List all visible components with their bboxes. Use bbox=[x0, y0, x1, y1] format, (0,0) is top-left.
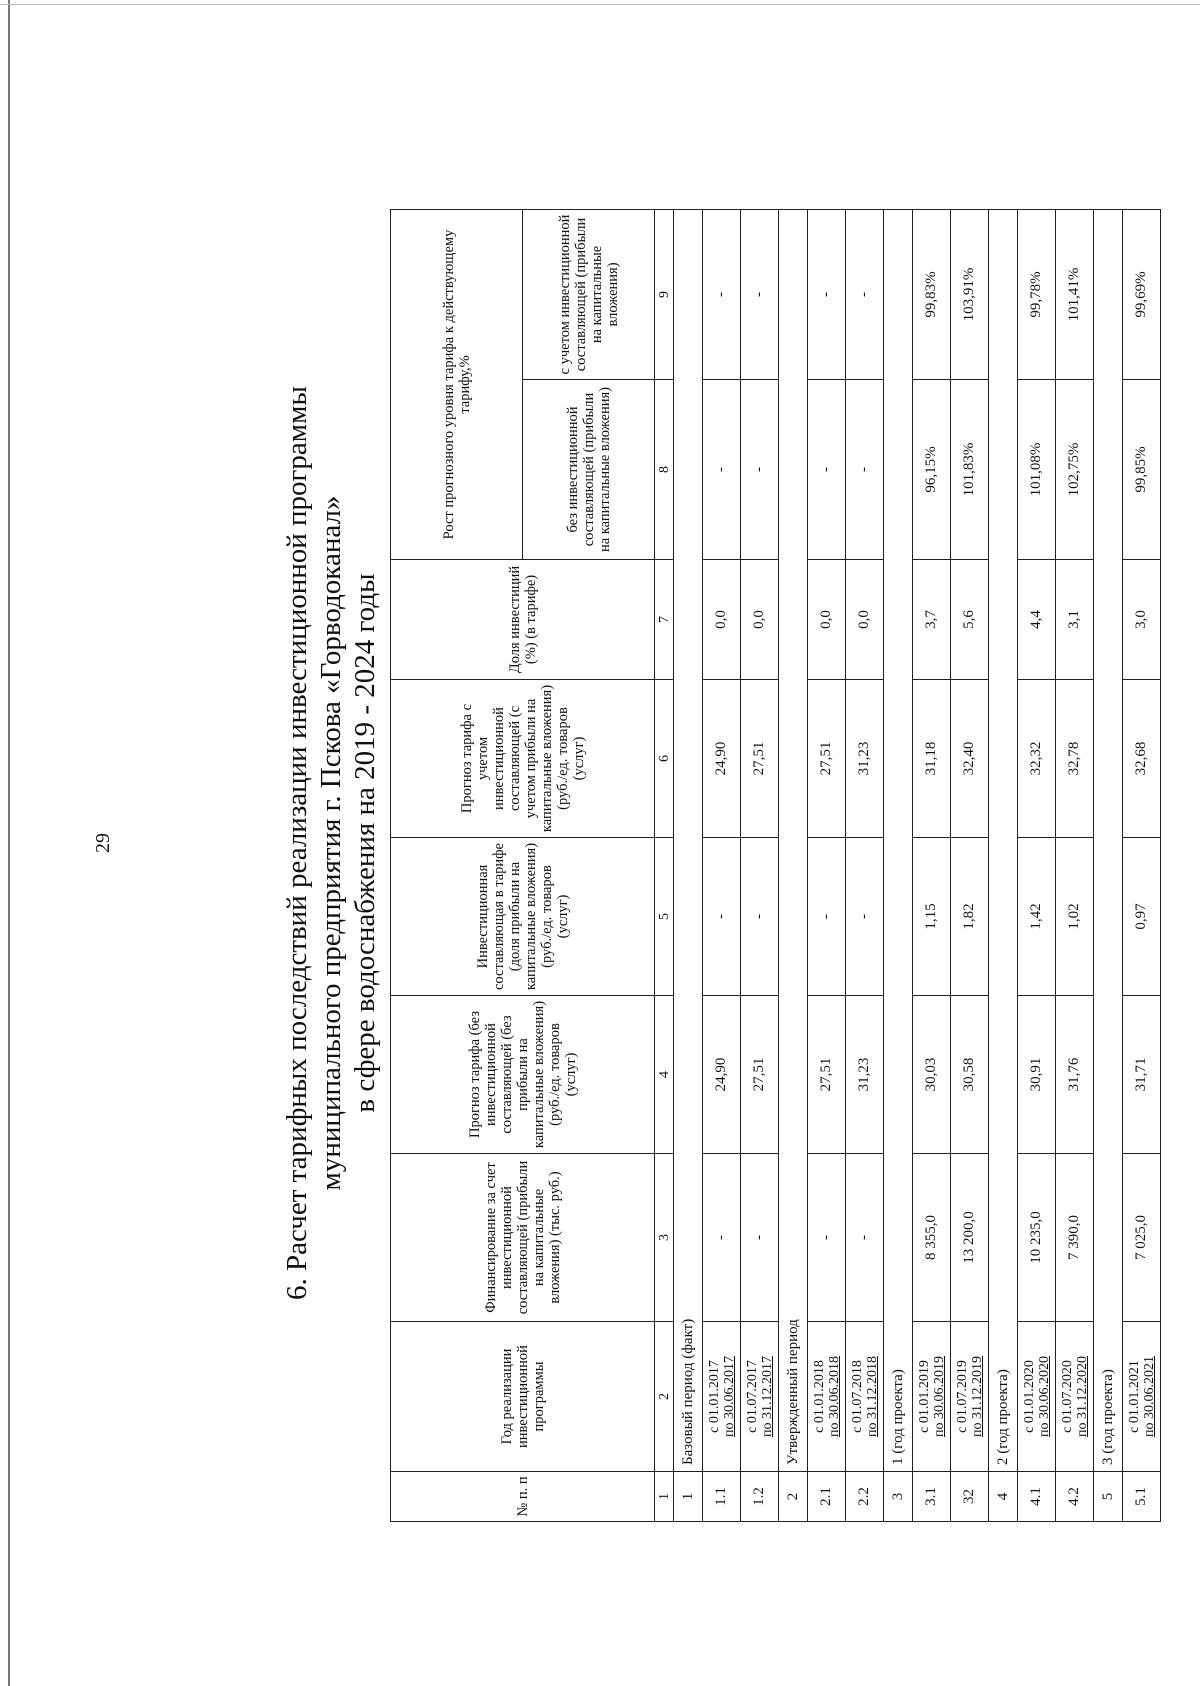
row-number: 2.1 bbox=[808, 1472, 846, 1522]
forecast-with-cell: 27,51 bbox=[808, 680, 846, 838]
table-row bbox=[1056, 210, 1094, 1522]
section-label: 2 (год проекта) bbox=[989, 210, 1018, 1472]
title-line-2: муниципального предприятия г. Пскова «Горводоканал» bbox=[315, 495, 347, 1191]
financing-cell: 7 390,0 bbox=[1056, 1154, 1094, 1322]
growth-with-cell: 103,91% bbox=[951, 210, 989, 380]
header-growth-with: с учетом инвестиционной составляющей (прибыли на капитальные вложения) bbox=[523, 210, 655, 380]
invest-component-cell: 1,82 bbox=[951, 838, 989, 996]
row-number: 32 bbox=[951, 1472, 989, 1522]
forecast-without-cell: 27,51 bbox=[808, 996, 846, 1154]
growth-with-cell: - bbox=[808, 210, 846, 380]
header-period: Год реализации инвестиционной программы bbox=[391, 1322, 655, 1472]
period-to: по 31.12.2020 bbox=[1074, 1356, 1090, 1437]
table-row bbox=[703, 210, 741, 1522]
period-cell bbox=[1123, 1322, 1161, 1472]
forecast-without-cell: 30,91 bbox=[1018, 996, 1056, 1154]
row-number: 1.1 bbox=[703, 1472, 741, 1522]
period-cell bbox=[913, 1322, 951, 1472]
header-growth-group: Рост прогнозного уровня тарифа к действующему тарифу,% bbox=[391, 210, 523, 560]
row-number: 4 bbox=[989, 1472, 1018, 1522]
period-from: с 01.07.2019 bbox=[954, 1360, 970, 1433]
period-to: по 30.06.2018 bbox=[826, 1356, 842, 1437]
table-body bbox=[674, 210, 1161, 1522]
growth-without-cell: - bbox=[703, 380, 741, 560]
share-cell: 3,7 bbox=[913, 560, 951, 680]
forecast-without-cell: 27,51 bbox=[741, 996, 779, 1154]
column-number: 3 bbox=[655, 1154, 674, 1322]
table-section-row bbox=[989, 210, 1018, 1522]
growth-without-cell: - bbox=[741, 380, 779, 560]
growth-without-cell: 102,75% bbox=[1056, 380, 1094, 560]
title-line-3: в сфере водоснабжения на 2019 - 2024 годы bbox=[349, 573, 381, 1113]
period-from: с 01.07.2020 bbox=[1059, 1360, 1075, 1433]
tariff-table bbox=[390, 209, 1161, 1522]
header-no: № п. п bbox=[391, 1472, 655, 1522]
header-forecast-with: Прогноз тарифа с учетом инвестиционной составляющей (с учетом прибыли на капитальные вложения) (руб./ед. товаров (услуг) bbox=[391, 680, 655, 838]
period-to: по 31.12.2018 bbox=[864, 1356, 880, 1437]
growth-without-cell: 96,15% bbox=[913, 380, 951, 560]
period-from: с 01.01.2019 bbox=[916, 1360, 932, 1433]
financing-cell: 10 235,0 bbox=[1018, 1154, 1056, 1322]
growth-without-cell: 101,83% bbox=[951, 380, 989, 560]
row-number: 2 bbox=[779, 1472, 808, 1522]
financing-cell: - bbox=[808, 1154, 846, 1322]
financing-cell: - bbox=[741, 1154, 779, 1322]
period-cell bbox=[703, 1322, 741, 1472]
forecast-with-cell: 32,32 bbox=[1018, 680, 1056, 838]
section-label: Утвержденный период bbox=[779, 210, 808, 1472]
column-number: 9 bbox=[655, 210, 674, 380]
invest-component-cell: - bbox=[703, 838, 741, 996]
financing-cell: - bbox=[846, 1154, 884, 1322]
period-to: по 30.06.2021 bbox=[1141, 1356, 1157, 1437]
forecast-without-cell: 24,90 bbox=[703, 996, 741, 1154]
invest-component-cell: 1,42 bbox=[1018, 838, 1056, 996]
header-forecast-without: Прогноз тарифа (без инвестиционной составляющей (без прибыли на капитальные вложения) (руб./ед. товаров (услуг) bbox=[391, 996, 655, 1154]
share-cell: 0,0 bbox=[703, 560, 741, 680]
period-to: по 30.06.2019 bbox=[931, 1356, 947, 1437]
period-to: по 31.12.2017 bbox=[759, 1356, 775, 1437]
section-label: Базовый период (факт) bbox=[674, 210, 703, 1472]
row-number: 3 bbox=[884, 1472, 913, 1522]
table-row bbox=[741, 210, 779, 1522]
invest-component-cell: - bbox=[741, 838, 779, 996]
forecast-with-cell: 32,78 bbox=[1056, 680, 1094, 838]
growth-with-cell: - bbox=[846, 210, 884, 380]
column-number: 7 bbox=[655, 560, 674, 680]
forecast-without-cell: 30,03 bbox=[913, 996, 951, 1154]
period-cell bbox=[808, 1322, 846, 1472]
period-from: с 01.01.2020 bbox=[1021, 1360, 1037, 1433]
growth-with-cell: - bbox=[703, 210, 741, 380]
forecast-without-cell: 30,58 bbox=[951, 996, 989, 1154]
table-section-row bbox=[779, 210, 808, 1522]
share-cell: 0,0 bbox=[808, 560, 846, 680]
invest-component-cell: - bbox=[808, 838, 846, 996]
row-number: 4.2 bbox=[1056, 1472, 1094, 1522]
header-share: Доля инвестиций (%) (в тарифе) bbox=[391, 560, 655, 680]
table-row bbox=[1018, 210, 1056, 1522]
invest-component-cell: 1,02 bbox=[1056, 838, 1094, 996]
growth-with-cell: - bbox=[741, 210, 779, 380]
period-from: с 01.07.2018 bbox=[849, 1360, 865, 1433]
forecast-with-cell: 27,51 bbox=[741, 680, 779, 838]
document-title bbox=[280, 220, 382, 1466]
table-section-row bbox=[884, 210, 913, 1522]
period-to: по 31.12.2019 bbox=[969, 1356, 985, 1437]
growth-without-cell: - bbox=[846, 380, 884, 560]
period-to: по 30.06.2020 bbox=[1036, 1356, 1052, 1437]
column-number: 6 bbox=[655, 680, 674, 838]
period-cell bbox=[1056, 1322, 1094, 1472]
column-number: 5 bbox=[655, 838, 674, 996]
section-label: 3 (год проекта) bbox=[1094, 210, 1123, 1472]
financing-cell: - bbox=[703, 1154, 741, 1322]
period-cell bbox=[951, 1322, 989, 1472]
growth-without-cell: - bbox=[808, 380, 846, 560]
column-number: 2 bbox=[655, 1322, 674, 1472]
share-cell: 4,4 bbox=[1018, 560, 1056, 680]
forecast-without-cell: 31,23 bbox=[846, 996, 884, 1154]
title-line-1: 6. Расчет тарифных последствий реализации инвестиционной программы bbox=[281, 386, 313, 1301]
forecast-with-cell: 32,40 bbox=[951, 680, 989, 838]
section-label: 1 (год проекта) bbox=[884, 210, 913, 1472]
header-invest-component: Инвестиционная составляющая в тарифе (доля прибыли на капитальные вложения) (руб./ед. товаров (услуг) bbox=[391, 838, 655, 996]
share-cell: 3,0 bbox=[1123, 560, 1161, 680]
invest-component-cell: - bbox=[846, 838, 884, 996]
share-cell: 3,1 bbox=[1056, 560, 1094, 680]
period-from: с 01.01.2017 bbox=[706, 1360, 722, 1433]
period-to: по 30.06.2017 bbox=[721, 1356, 737, 1437]
period-cell bbox=[1018, 1322, 1056, 1472]
growth-with-cell: 99,69% bbox=[1123, 210, 1161, 380]
row-number: 5 bbox=[1094, 1472, 1123, 1522]
share-cell: 5,6 bbox=[951, 560, 989, 680]
row-number: 1 bbox=[674, 1472, 703, 1522]
forecast-without-cell: 31,76 bbox=[1056, 996, 1094, 1154]
growth-without-cell: 99,85% bbox=[1123, 380, 1161, 560]
table-row bbox=[808, 210, 846, 1522]
period-cell bbox=[846, 1322, 884, 1472]
table-section-row bbox=[1094, 210, 1123, 1522]
column-number: 4 bbox=[655, 996, 674, 1154]
growth-without-cell: 101,08% bbox=[1018, 380, 1056, 560]
page-number: 29 bbox=[92, 833, 114, 853]
row-number: 4.1 bbox=[1018, 1472, 1056, 1522]
row-number: 5.1 bbox=[1123, 1472, 1161, 1522]
invest-component-cell: 0,97 bbox=[1123, 838, 1161, 996]
forecast-with-cell: 32,68 bbox=[1123, 680, 1161, 838]
table-row bbox=[846, 210, 884, 1522]
table-section-row bbox=[674, 210, 703, 1522]
growth-with-cell: 99,78% bbox=[1018, 210, 1056, 380]
forecast-with-cell: 31,18 bbox=[913, 680, 951, 838]
period-from: с 01.07.2017 bbox=[744, 1360, 760, 1433]
table-row bbox=[1123, 210, 1161, 1522]
period-cell bbox=[741, 1322, 779, 1472]
row-number: 3.1 bbox=[913, 1472, 951, 1522]
column-number: 8 bbox=[655, 380, 674, 560]
invest-component-cell: 1,15 bbox=[913, 838, 951, 996]
table-row bbox=[913, 210, 951, 1522]
share-cell: 0,0 bbox=[741, 560, 779, 680]
column-number-row bbox=[655, 210, 674, 1522]
period-from: с 01.01.2018 bbox=[811, 1360, 827, 1433]
period-from: с 01.01.2021 bbox=[1126, 1360, 1142, 1433]
forecast-with-cell: 24,90 bbox=[703, 680, 741, 838]
row-number: 2.2 bbox=[846, 1472, 884, 1522]
header-growth-without: без инвестиционной составляющей (прибыли на капитальные вложения) bbox=[523, 380, 655, 560]
financing-cell: 7 025,0 bbox=[1123, 1154, 1161, 1322]
forecast-with-cell: 31,23 bbox=[846, 680, 884, 838]
growth-with-cell: 99,83% bbox=[913, 210, 951, 380]
forecast-without-cell: 31,71 bbox=[1123, 996, 1161, 1154]
header-financing: Финансирование за счет инвестиционной составляющей (прибыли на капитальные вложения) (тыс. руб.) bbox=[391, 1154, 655, 1322]
financing-cell: 13 200,0 bbox=[951, 1154, 989, 1322]
row-number: 1.2 bbox=[741, 1472, 779, 1522]
table-row bbox=[951, 210, 989, 1522]
financing-cell: 8 355,0 bbox=[913, 1154, 951, 1322]
growth-with-cell: 101,41% bbox=[1056, 210, 1094, 380]
share-cell: 0,0 bbox=[846, 560, 884, 680]
column-number: 1 bbox=[655, 1472, 674, 1522]
